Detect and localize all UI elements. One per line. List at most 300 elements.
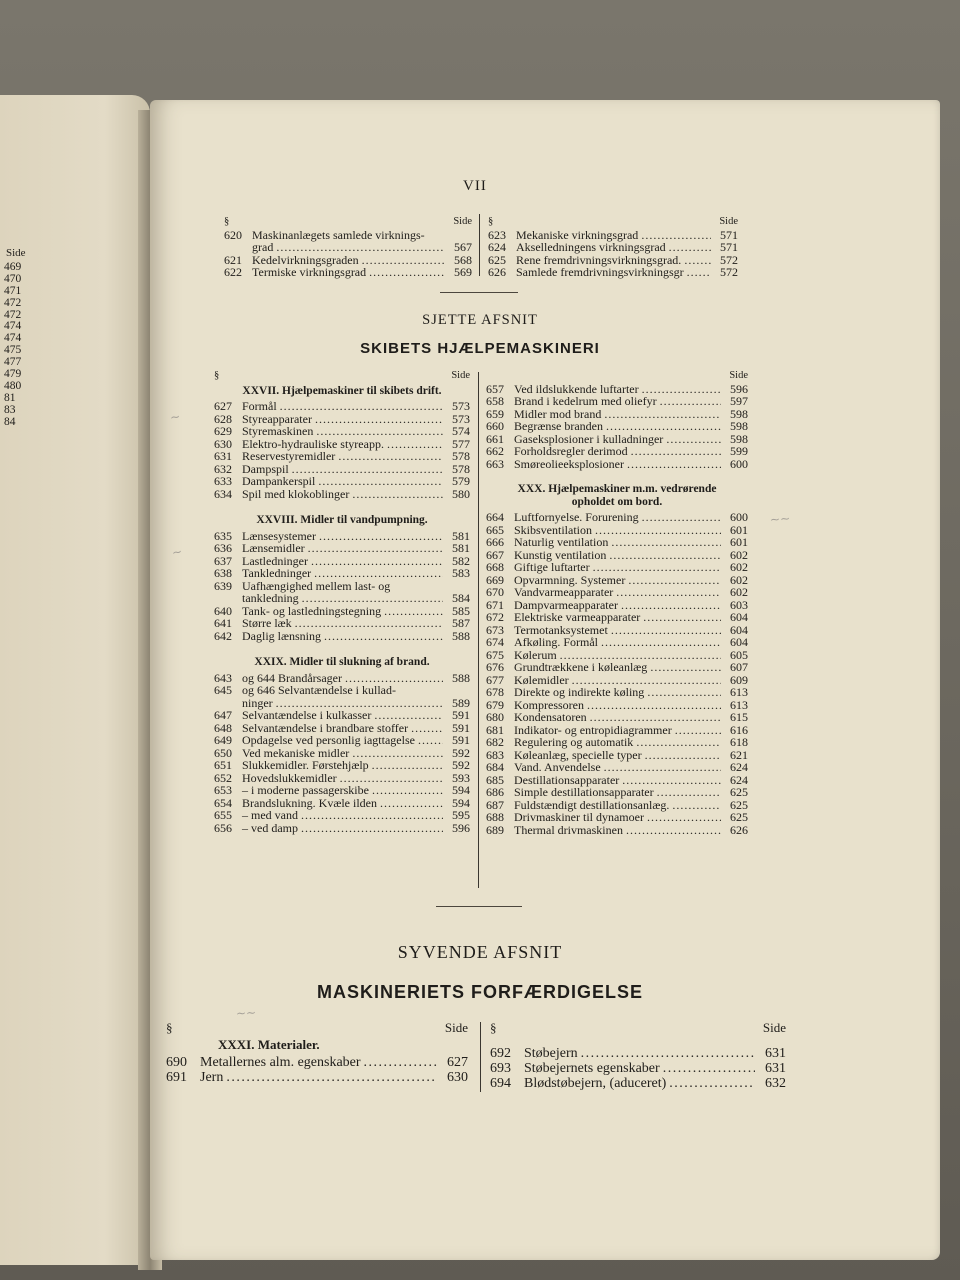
entry-number: 651 bbox=[214, 758, 232, 772]
entry-label: Skibsventilation bbox=[514, 522, 592, 537]
column-header: § Side bbox=[488, 216, 738, 227]
entry-page: 597 bbox=[730, 394, 748, 408]
entry-label: Kedelvirkningsgraden bbox=[252, 252, 359, 267]
entry-page: 607 bbox=[730, 660, 748, 674]
entry-label: Gaseksplosioner i kulladninger bbox=[514, 431, 664, 446]
dot-leader bbox=[418, 734, 443, 747]
entry-number: 627 bbox=[214, 399, 232, 413]
toc-entry bbox=[214, 809, 470, 822]
entry-number: 681 bbox=[486, 722, 504, 737]
entry-label: Opvarmning. Systemer bbox=[514, 572, 626, 587]
entry-label: Indikator- og entropidiagrammer bbox=[514, 722, 672, 737]
entry-label: Afkøling. Formål bbox=[514, 635, 598, 649]
entry-label: Elektriske varmeapparater bbox=[514, 610, 641, 624]
page-number: VII bbox=[463, 178, 487, 194]
toc-entry bbox=[486, 736, 748, 749]
entry-number: 624 bbox=[488, 240, 506, 254]
left-page-number: 477 bbox=[4, 356, 22, 369]
entry-page: 567 bbox=[454, 240, 472, 254]
entry-label: Slukkemidler. Førstehjælp bbox=[242, 758, 369, 772]
toc-entry bbox=[486, 761, 748, 774]
entry-number: 660 bbox=[486, 419, 504, 433]
toc-entry bbox=[214, 425, 470, 438]
entry-page: 605 bbox=[730, 647, 748, 662]
section-rule bbox=[436, 906, 522, 907]
dot-leader bbox=[301, 809, 443, 822]
dot-leader bbox=[380, 797, 443, 810]
dot-leader bbox=[663, 1061, 755, 1076]
entry-label: Kølerum bbox=[514, 647, 557, 662]
section6-right-column bbox=[486, 370, 748, 836]
dot-leader bbox=[684, 254, 711, 267]
entry-label: Elektro-hydrauliske styreapp. bbox=[242, 436, 384, 451]
entry-label: Ved ildslukkende luftarter bbox=[514, 381, 639, 396]
entry-page: 604 bbox=[730, 622, 748, 637]
entry-list bbox=[486, 383, 748, 471]
entry-label: Begrænse branden bbox=[514, 419, 603, 433]
dot-leader bbox=[372, 759, 443, 772]
entry-number: 636 bbox=[214, 541, 232, 555]
dot-leader bbox=[666, 433, 721, 446]
dot-leader bbox=[318, 475, 443, 488]
entry-number: 686 bbox=[486, 785, 504, 799]
entry-page: 609 bbox=[730, 672, 748, 687]
dot-leader bbox=[616, 586, 721, 599]
entry-number: 669 bbox=[486, 572, 504, 587]
dot-leader bbox=[595, 524, 721, 537]
toc-entry bbox=[488, 241, 738, 254]
entry-number: 632 bbox=[214, 461, 232, 476]
dot-leader bbox=[647, 811, 721, 824]
toc-entry bbox=[214, 592, 470, 605]
dot-leader bbox=[587, 699, 721, 712]
entry-page: 581 bbox=[452, 528, 470, 543]
entry-label: – ved damp bbox=[242, 820, 298, 835]
entry-label: Dampankerspil bbox=[242, 474, 316, 488]
entry-number: 631 bbox=[214, 449, 232, 463]
dot-leader bbox=[604, 761, 721, 774]
entry-number: 652 bbox=[214, 770, 232, 785]
entry-page: 613 bbox=[730, 685, 748, 699]
entry-page: 603 bbox=[730, 597, 748, 612]
entry-page: 627 bbox=[447, 1055, 468, 1070]
dot-leader bbox=[387, 438, 443, 451]
entry-number: 628 bbox=[214, 411, 232, 426]
left-page-number: 83 bbox=[4, 403, 16, 416]
entry-number: 661 bbox=[486, 431, 504, 446]
dot-leader bbox=[295, 617, 443, 630]
dot-leader bbox=[669, 1076, 755, 1091]
entry-page: 591 bbox=[452, 720, 470, 735]
entry-label: Kølemidler bbox=[514, 672, 569, 687]
section-rule bbox=[440, 292, 518, 293]
entry-page: 595 bbox=[452, 808, 470, 822]
dot-leader bbox=[302, 592, 443, 605]
entry-page: 624 bbox=[730, 772, 748, 787]
column-header: § Side bbox=[224, 216, 472, 227]
left-page-number: 474 bbox=[4, 332, 22, 345]
entry-label: – med vand bbox=[242, 808, 298, 822]
entry-label: grad bbox=[252, 240, 274, 254]
entry-label: Termiske virkningsgrad bbox=[252, 265, 367, 279]
entry-list bbox=[488, 229, 738, 279]
toc-entry bbox=[486, 711, 748, 724]
toc-entry bbox=[486, 686, 748, 699]
column-header: § Side bbox=[214, 370, 470, 381]
toc-entry bbox=[490, 1046, 786, 1061]
toc-entry bbox=[486, 445, 748, 458]
entry-page: 596 bbox=[452, 820, 470, 835]
entry-number: 690 bbox=[166, 1055, 187, 1070]
entry-page: 592 bbox=[452, 758, 470, 772]
entry-page: 602 bbox=[730, 547, 748, 562]
entry-label: Tank- og lastledningstegning bbox=[242, 603, 382, 618]
entry-page: 579 bbox=[452, 474, 470, 488]
left-page-number: 81 bbox=[4, 391, 16, 404]
entry-number: 672 bbox=[486, 610, 504, 624]
left-page-number: 84 bbox=[4, 415, 16, 428]
entry-page: 624 bbox=[730, 760, 748, 774]
entry-page: 591 bbox=[452, 708, 470, 722]
entry-label: Støbejern bbox=[524, 1046, 578, 1061]
section7-heading: SYVENDE AFSNIT bbox=[397, 942, 563, 962]
chapter-heading: XXVII. Hjælpemaskiner til skibets drift. bbox=[242, 384, 442, 397]
dot-leader bbox=[611, 536, 721, 549]
entry-page: 584 bbox=[452, 591, 470, 605]
entry-number: 691 bbox=[166, 1070, 187, 1085]
entry-label: Akselledningens virkningsgrad bbox=[516, 240, 666, 254]
top-right-column bbox=[488, 216, 738, 279]
left-page-number: 479 bbox=[4, 368, 22, 381]
dot-leader bbox=[314, 567, 443, 580]
entry-label: Regulering og automatik bbox=[514, 735, 634, 749]
dot-leader bbox=[687, 266, 711, 279]
entry-list bbox=[490, 1046, 786, 1091]
entry-number: 633 bbox=[214, 474, 232, 488]
entry-page: 577 bbox=[452, 436, 470, 451]
toc-entry bbox=[214, 734, 470, 747]
entry-number: 620 bbox=[224, 227, 242, 242]
column-divider bbox=[478, 372, 479, 888]
dot-leader bbox=[319, 530, 443, 543]
entry-number: 659 bbox=[486, 406, 504, 421]
entry-page: 615 bbox=[730, 710, 748, 724]
entry-label: Naturlig ventilation bbox=[514, 535, 609, 549]
chapter-heading: XXXI. Materialer. bbox=[218, 1037, 320, 1052]
entry-number: 637 bbox=[214, 553, 232, 568]
entry-number: 643 bbox=[214, 670, 232, 685]
entry-number: 655 bbox=[214, 808, 232, 822]
dot-leader bbox=[647, 686, 721, 699]
dot-leader bbox=[631, 445, 721, 458]
entry-page: 578 bbox=[452, 461, 470, 476]
toc-entry bbox=[486, 786, 748, 799]
entry-page: 571 bbox=[720, 227, 738, 242]
entry-number: 623 bbox=[488, 227, 506, 242]
dot-leader bbox=[276, 241, 445, 254]
pencil-mark: ~ bbox=[169, 409, 181, 425]
entry-page: 600 bbox=[730, 456, 748, 471]
entry-number: 678 bbox=[486, 685, 504, 699]
entry-label: Lænsesystemer bbox=[242, 528, 316, 543]
entry-label: Daglig lænsning bbox=[242, 628, 322, 643]
entry-page: 572 bbox=[720, 265, 738, 279]
toc-entry bbox=[214, 450, 470, 463]
entry-page: 581 bbox=[452, 541, 470, 555]
entry-number: 648 bbox=[214, 720, 232, 735]
toc-entry bbox=[486, 824, 748, 837]
dot-leader bbox=[411, 722, 443, 735]
entry-number: 622 bbox=[224, 265, 242, 279]
entry-page: 602 bbox=[730, 560, 748, 574]
entry-page: 588 bbox=[452, 670, 470, 685]
entry-label: Kunstig ventilation bbox=[514, 547, 607, 562]
entry-label: og 646 Selvantændelse i kullad- bbox=[242, 683, 396, 697]
entry-number: 665 bbox=[486, 522, 504, 537]
toc-entry bbox=[486, 395, 748, 408]
entry-number: 664 bbox=[486, 510, 504, 524]
entry-page: 585 bbox=[452, 603, 470, 618]
entry-label: Selvantændelse i brandbare stoffer bbox=[242, 720, 409, 735]
entry-label: Uafhængighed mellem last- og bbox=[242, 578, 391, 593]
entry-number: 641 bbox=[214, 616, 232, 630]
toc-entry bbox=[490, 1061, 786, 1076]
entry-label: Fuldstændigt destillationsanlæg. bbox=[514, 797, 670, 812]
entry-number: 680 bbox=[486, 710, 504, 724]
toc-entry bbox=[214, 784, 470, 797]
toc-entry bbox=[486, 511, 748, 524]
entry-label: Direkte og indirekte køling bbox=[514, 685, 645, 699]
column-divider bbox=[479, 214, 480, 276]
section6-left-column bbox=[214, 370, 470, 834]
dot-leader bbox=[604, 408, 721, 421]
entry-label: tankledning bbox=[242, 591, 299, 605]
entry-page: 583 bbox=[452, 566, 470, 580]
entry-page: 596 bbox=[730, 381, 748, 396]
section7-title: MASKINERIETS FORFÆRDIGELSE bbox=[316, 982, 643, 1002]
entry-label: Dampspil bbox=[242, 461, 289, 476]
entry-page: 630 bbox=[447, 1070, 468, 1085]
entry-label: Brandslukning. Kvæle ilden bbox=[242, 795, 377, 810]
entry-label: Hovedslukkemidler bbox=[242, 770, 337, 785]
toc-entry bbox=[486, 561, 748, 574]
dot-leader bbox=[364, 1055, 437, 1070]
entry-page: 594 bbox=[452, 795, 470, 810]
chapter-heading: XXIX. Midler til slukning af brand. bbox=[254, 656, 430, 668]
section7-left-column bbox=[166, 1020, 468, 1085]
entry-label: Formål bbox=[242, 399, 277, 413]
pencil-mark: ~ bbox=[170, 544, 184, 560]
top-left-column bbox=[224, 216, 472, 279]
dot-leader bbox=[301, 822, 443, 835]
entry-page: 572 bbox=[720, 252, 738, 267]
entry-label: Vandvarmeapparater bbox=[514, 585, 614, 599]
entry-label: Større læk bbox=[242, 616, 292, 630]
entry-label: Kompressoren bbox=[514, 697, 584, 712]
dot-leader bbox=[374, 709, 443, 722]
left-page-number: 470 bbox=[4, 272, 22, 285]
dot-leader bbox=[626, 824, 721, 837]
dot-leader bbox=[369, 266, 445, 279]
entry-page: 602 bbox=[730, 585, 748, 599]
entry-number: 673 bbox=[486, 622, 504, 637]
entry-page: 578 bbox=[452, 449, 470, 463]
dot-leader bbox=[675, 724, 721, 737]
left-page-number: 472 bbox=[4, 308, 22, 321]
toc-entry bbox=[214, 684, 470, 697]
entry-number: 685 bbox=[486, 772, 504, 787]
entry-label: Metallernes alm. egenskaber bbox=[200, 1055, 361, 1070]
entry-page: 593 bbox=[452, 770, 470, 785]
entry-page: 626 bbox=[730, 822, 748, 837]
toc-entry bbox=[486, 458, 748, 471]
entry-page: 618 bbox=[730, 735, 748, 749]
entry-page: 568 bbox=[454, 252, 472, 267]
dot-leader bbox=[308, 542, 443, 555]
entry-number: 662 bbox=[486, 444, 504, 458]
entry-number: 634 bbox=[214, 486, 232, 501]
entry-page: 573 bbox=[452, 399, 470, 413]
entry-number: 668 bbox=[486, 560, 504, 574]
entry-number: 671 bbox=[486, 597, 504, 612]
entry-number: 688 bbox=[486, 810, 504, 824]
entry-label: Midler mod brand bbox=[514, 406, 602, 421]
toc-entry bbox=[488, 266, 738, 279]
column-divider bbox=[480, 1022, 481, 1092]
entry-label: Lastledninger bbox=[242, 553, 308, 568]
entry-label: Samlede fremdrivningsvirkningsgr bbox=[516, 265, 684, 279]
dot-leader bbox=[324, 630, 443, 643]
dot-leader bbox=[372, 784, 443, 797]
left-page bbox=[0, 95, 150, 1265]
toc-entry bbox=[166, 1070, 468, 1085]
entry-label: Køleanlæg, specielle typer bbox=[514, 747, 642, 762]
left-page-number: 472 bbox=[4, 296, 22, 309]
entry-number: 626 bbox=[488, 265, 506, 279]
dot-leader bbox=[636, 736, 721, 749]
chapter-heading: XXVIII. Midler til vandpumpning. bbox=[256, 514, 428, 526]
entry-label: Maskinanlægets samlede virknings- bbox=[252, 227, 425, 242]
entry-label: Brand i kedelrum med oliefyr bbox=[514, 394, 657, 408]
toc-entry bbox=[214, 567, 470, 580]
section6-title: SKIBETS HJÆLPEMASKINERI bbox=[360, 340, 600, 357]
entry-page: 591 bbox=[452, 733, 470, 747]
entry-number: 684 bbox=[486, 760, 504, 774]
entry-number: 649 bbox=[214, 733, 232, 747]
dot-leader bbox=[606, 420, 721, 433]
entry-label: Vand. Anvendelse bbox=[514, 760, 601, 774]
dot-leader bbox=[660, 395, 721, 408]
entry-page: 616 bbox=[730, 722, 748, 737]
entry-label: Styremaskinen bbox=[242, 424, 314, 438]
dot-leader bbox=[352, 488, 443, 501]
entry-page: 600 bbox=[730, 510, 748, 524]
entry-label: Støbejernets egenskaber bbox=[524, 1061, 660, 1076]
entry-label: Simple destillationsapparater bbox=[514, 785, 654, 799]
toc-entry bbox=[486, 420, 748, 433]
dot-leader bbox=[642, 511, 721, 524]
column-header: § Side bbox=[166, 1020, 468, 1035]
dot-leader bbox=[590, 711, 721, 724]
entry-page: 573 bbox=[452, 411, 470, 426]
entry-label: Kondensatoren bbox=[514, 710, 587, 724]
entry-number: 670 bbox=[486, 585, 504, 599]
entry-number: 667 bbox=[486, 547, 504, 562]
entry-number: 687 bbox=[486, 797, 504, 812]
entry-label: Styreapparater bbox=[242, 411, 312, 426]
left-page-number: 471 bbox=[4, 284, 22, 297]
entry-number: 630 bbox=[214, 436, 232, 451]
entry-page: 621 bbox=[730, 747, 748, 762]
toc-entry bbox=[214, 759, 470, 772]
entry-label: Rene fremdrivningsvirkningsgrad. bbox=[516, 252, 682, 267]
entry-page: 604 bbox=[730, 610, 748, 624]
dot-leader bbox=[672, 799, 721, 812]
dot-leader bbox=[362, 254, 445, 267]
entry-page: 613 bbox=[730, 697, 748, 712]
pencil-mark: ~~ bbox=[769, 511, 791, 527]
dot-leader bbox=[628, 574, 721, 587]
entry-list bbox=[214, 400, 470, 500]
entry-list bbox=[486, 511, 748, 836]
dot-leader bbox=[650, 661, 721, 674]
entry-label: Termotanksystemet bbox=[514, 622, 608, 637]
toc-entry bbox=[486, 586, 748, 599]
entry-number: 642 bbox=[214, 628, 232, 643]
entry-page: 594 bbox=[452, 783, 470, 797]
dot-leader bbox=[280, 400, 443, 413]
toc-entry bbox=[214, 400, 470, 413]
entry-label: – i moderne passagerskibe bbox=[242, 783, 369, 797]
left-page-page-numbers bbox=[4, 262, 21, 428]
toc-entry bbox=[166, 1055, 468, 1070]
entry-number: 658 bbox=[486, 394, 504, 408]
dot-leader bbox=[643, 611, 721, 624]
left-page-number: 469 bbox=[4, 261, 22, 273]
entry-number: 666 bbox=[486, 535, 504, 549]
entry-label: Spil med klokoblinger bbox=[242, 486, 350, 501]
entry-label: Smøreolieeksplosioner bbox=[514, 456, 624, 471]
toc-entry bbox=[224, 266, 472, 279]
toc-entry bbox=[486, 811, 748, 824]
dot-leader bbox=[581, 1046, 755, 1061]
dot-leader bbox=[601, 636, 721, 649]
column-header: § Side bbox=[490, 1020, 786, 1035]
entry-number: 675 bbox=[486, 647, 504, 662]
toc-entry bbox=[214, 475, 470, 488]
entry-number: 656 bbox=[214, 820, 232, 835]
entry-number: 657 bbox=[486, 381, 504, 396]
left-page-number: 475 bbox=[4, 344, 22, 357]
entry-page: 631 bbox=[765, 1046, 786, 1061]
entry-label: og 644 Brandårsager bbox=[242, 670, 342, 685]
entry-number: 674 bbox=[486, 635, 504, 649]
entry-page: 602 bbox=[730, 572, 748, 587]
entry-number: 647 bbox=[214, 708, 232, 722]
toc-entry bbox=[214, 617, 470, 630]
dot-leader bbox=[315, 413, 443, 426]
entry-page: 592 bbox=[452, 745, 470, 760]
left-page-side-header: Side bbox=[6, 247, 26, 259]
entry-number: 679 bbox=[486, 697, 504, 712]
entry-page: 599 bbox=[730, 444, 748, 458]
entry-number: 640 bbox=[214, 603, 232, 618]
entry-label: Mekaniske virkningsgrad bbox=[516, 227, 639, 242]
toc-entry bbox=[486, 611, 748, 624]
entry-page: 598 bbox=[730, 431, 748, 446]
entry-number: 693 bbox=[490, 1061, 511, 1076]
entry-number: 676 bbox=[486, 660, 504, 674]
